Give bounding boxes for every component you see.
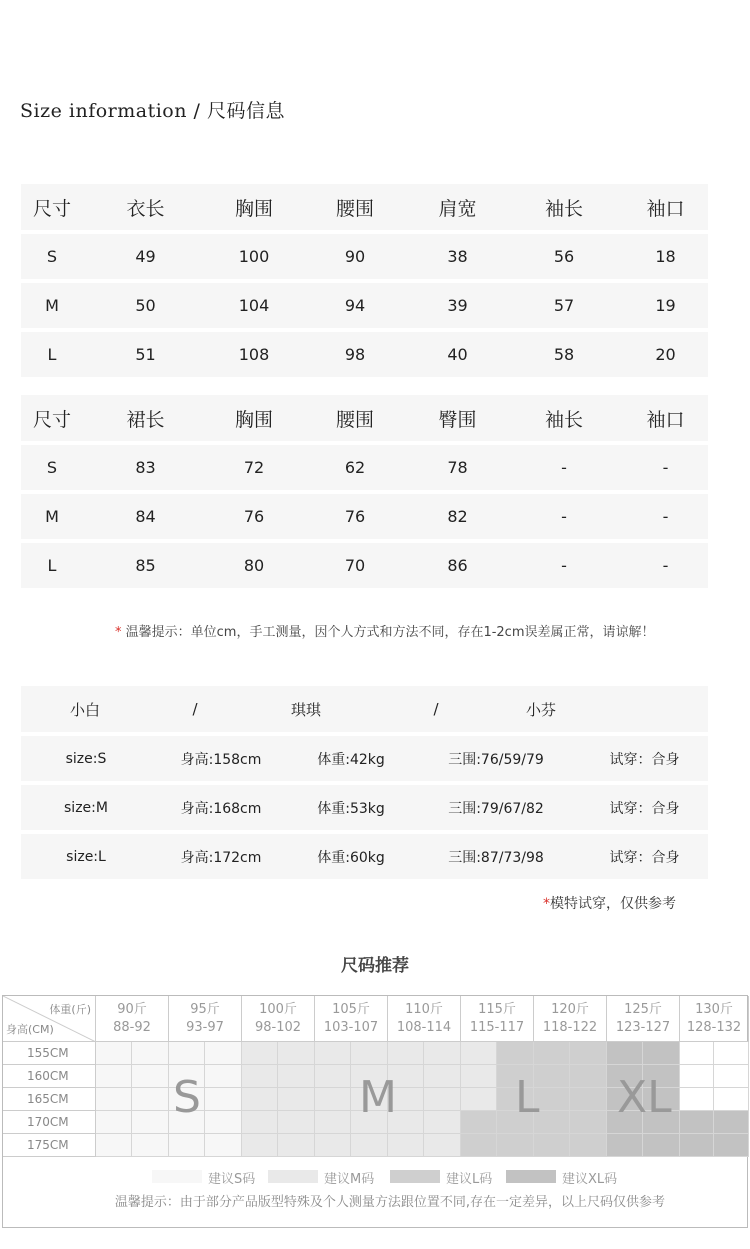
grid-cell bbox=[315, 1134, 351, 1157]
header-cell: 袖口 bbox=[646, 408, 685, 431]
model-weight: 体重:53kg bbox=[317, 800, 385, 817]
grid-cell bbox=[351, 1042, 388, 1065]
table-cell: 80 bbox=[243, 556, 265, 575]
table-cell: 83 bbox=[135, 458, 156, 477]
table-cell: M bbox=[45, 507, 59, 526]
table-cell: 50 bbox=[135, 296, 156, 315]
table-cell: - bbox=[662, 556, 669, 575]
header-cell: 腰围 bbox=[335, 408, 374, 431]
table-cell: 85 bbox=[135, 556, 156, 575]
header-cell: 胸围 bbox=[234, 197, 273, 220]
measure-note bbox=[115, 621, 655, 640]
grid-cell bbox=[96, 1134, 132, 1157]
table-cell: 76 bbox=[243, 507, 265, 526]
grid-corner bbox=[3, 996, 96, 1042]
size-zone-label: S bbox=[173, 1072, 201, 1123]
grid-cell bbox=[714, 1042, 749, 1065]
table-cell: 40 bbox=[447, 345, 468, 364]
grid-cell bbox=[351, 1134, 388, 1157]
recommend-note: 温馨提示：由于部分产品版型特殊及个人测量方法跟位置不同,存在一定差异，以上尺码仅供参考 bbox=[114, 1195, 666, 1210]
table-cell: 20 bbox=[655, 345, 676, 364]
table-cell: 82 bbox=[447, 507, 468, 526]
table-cell: 76 bbox=[344, 507, 366, 526]
table-row bbox=[21, 283, 708, 328]
weight-range: 123-127 bbox=[615, 1020, 671, 1035]
table-cell: S bbox=[46, 247, 58, 266]
grid-cell bbox=[461, 1088, 497, 1111]
model-name: 小白 bbox=[69, 700, 100, 719]
grid-cell bbox=[497, 1134, 534, 1157]
legend-swatch bbox=[506, 1170, 556, 1183]
legend-label: 建议S码 bbox=[208, 1172, 256, 1187]
table-cell: 18 bbox=[655, 247, 676, 266]
grid-cell bbox=[315, 1088, 351, 1111]
grid-cell bbox=[388, 1134, 424, 1157]
model-row bbox=[21, 834, 708, 879]
grid-cell bbox=[424, 1088, 461, 1111]
grid-cell bbox=[205, 1111, 242, 1134]
weight-jin: 100斤 bbox=[259, 1002, 297, 1017]
grid-cell bbox=[132, 1065, 169, 1088]
size-zone-label: L bbox=[515, 1072, 540, 1123]
table-cell: 84 bbox=[135, 507, 156, 526]
model-name: 琪琪 bbox=[290, 700, 321, 719]
weight-header bbox=[169, 996, 242, 1042]
weight-range: 108-114 bbox=[396, 1020, 452, 1035]
model-weight: 体重:60kg bbox=[317, 849, 385, 866]
table-cell: 108 bbox=[238, 345, 270, 364]
table-cell: 70 bbox=[344, 556, 366, 575]
heading-en: Size information bbox=[20, 100, 187, 122]
model-separator: / bbox=[433, 700, 439, 718]
table-row bbox=[21, 445, 708, 490]
weight-range: 115-117 bbox=[469, 1020, 525, 1035]
grid-cell bbox=[278, 1134, 315, 1157]
weight-jin: 115斤 bbox=[478, 1002, 516, 1017]
table-cell: - bbox=[662, 458, 669, 477]
table-cell: - bbox=[662, 507, 669, 526]
size-recommend-title: 尺码推荐 bbox=[341, 956, 409, 976]
grid-cell bbox=[643, 1042, 680, 1065]
grid-cell bbox=[278, 1111, 315, 1134]
table-header-row bbox=[21, 184, 708, 230]
grid-cell bbox=[607, 1134, 643, 1157]
grid-cell bbox=[242, 1111, 278, 1134]
weight-header bbox=[680, 996, 749, 1042]
heading-separator: / bbox=[187, 100, 207, 122]
header-cell: 袖长 bbox=[544, 408, 583, 431]
header-cell: 臀围 bbox=[438, 408, 477, 431]
model-note bbox=[543, 893, 676, 913]
grid-cell bbox=[461, 1111, 497, 1134]
note-star: * bbox=[115, 625, 122, 640]
weight-range: 98-102 bbox=[254, 1020, 302, 1035]
height-header: 160CM bbox=[3, 1065, 96, 1088]
grid-cell bbox=[424, 1042, 461, 1065]
grid-cell bbox=[461, 1134, 497, 1157]
weight-jin: 105斤 bbox=[332, 1002, 370, 1017]
weight-jin: 120斤 bbox=[551, 1002, 589, 1017]
table-cell: 78 bbox=[447, 458, 468, 477]
grid-cell bbox=[242, 1042, 278, 1065]
grid-cell bbox=[680, 1111, 714, 1134]
grid-cell bbox=[205, 1065, 242, 1088]
grid-cell bbox=[570, 1088, 607, 1111]
table-cell: 98 bbox=[344, 345, 366, 364]
table-cell: - bbox=[561, 556, 567, 575]
height-header: 165CM bbox=[3, 1088, 96, 1111]
weight-jin: 110斤 bbox=[405, 1002, 443, 1017]
header-cell: 肩宽 bbox=[438, 197, 477, 220]
grid-cell bbox=[424, 1065, 461, 1088]
grid-cell bbox=[205, 1088, 242, 1111]
table-cell: 51 bbox=[135, 345, 156, 364]
height-header: 175CM bbox=[3, 1134, 96, 1157]
grid-cell bbox=[96, 1065, 132, 1088]
grid-cell bbox=[278, 1065, 315, 1088]
grid-cell bbox=[242, 1065, 278, 1088]
table-cell: 19 bbox=[655, 296, 676, 315]
corner-height-label: 身高(CM) bbox=[6, 1023, 54, 1036]
model-fit: 试穿：合身 bbox=[609, 849, 680, 866]
grid-cell bbox=[169, 1042, 205, 1065]
grid-cell bbox=[570, 1065, 607, 1088]
grid-cell bbox=[96, 1042, 132, 1065]
size-table-top bbox=[21, 184, 708, 377]
model-table bbox=[21, 686, 708, 883]
grid-cell bbox=[714, 1134, 749, 1157]
weight-range: 93-97 bbox=[186, 1020, 224, 1035]
weight-header bbox=[534, 996, 607, 1042]
height-header: 155CM bbox=[3, 1042, 96, 1065]
weight-header bbox=[461, 996, 534, 1042]
grid-cell bbox=[714, 1111, 749, 1134]
grid-cell bbox=[205, 1134, 242, 1157]
grid-cell bbox=[534, 1134, 570, 1157]
model-row bbox=[21, 785, 708, 830]
grid-cell bbox=[461, 1042, 497, 1065]
model-name: 小芬 bbox=[525, 700, 556, 719]
table-cell: 72 bbox=[243, 458, 265, 477]
legend-swatch bbox=[268, 1170, 318, 1183]
table-cell: 58 bbox=[553, 345, 575, 364]
weight-jin: 90斤 bbox=[117, 1002, 147, 1017]
table-cell: - bbox=[561, 458, 567, 477]
model-height: 身高:168cm bbox=[180, 800, 262, 817]
model-fit: 试穿：合身 bbox=[609, 751, 680, 768]
header-cell: 袖口 bbox=[646, 197, 685, 220]
weight-range: 103-107 bbox=[323, 1020, 379, 1035]
model-measurements: 三围:87/73/98 bbox=[448, 849, 544, 866]
legend-swatch bbox=[152, 1170, 202, 1183]
height-header: 170CM bbox=[3, 1111, 96, 1134]
table-cell: S bbox=[46, 458, 58, 477]
table-cell: 49 bbox=[135, 247, 156, 266]
grid-cell bbox=[278, 1088, 315, 1111]
table-cell: L bbox=[47, 345, 57, 364]
model-measurements: 三围:79/67/82 bbox=[448, 800, 544, 817]
grid-cell bbox=[96, 1088, 132, 1111]
corner-weight-label: 体重(斤) bbox=[49, 1003, 91, 1016]
grid-cell bbox=[205, 1042, 242, 1065]
weight-range: 128-132 bbox=[686, 1020, 742, 1035]
grid-cell bbox=[714, 1065, 749, 1088]
table-row bbox=[21, 494, 708, 539]
grid-cell bbox=[424, 1111, 461, 1134]
grid-cell bbox=[680, 1134, 714, 1157]
grid-cell bbox=[315, 1111, 351, 1134]
grid-cell bbox=[461, 1065, 497, 1088]
table-cell: 104 bbox=[238, 296, 270, 315]
grid-cell bbox=[388, 1042, 424, 1065]
size-info-heading bbox=[20, 96, 285, 123]
table-cell: M bbox=[45, 296, 59, 315]
note-text: 温馨提示：单位cm，手工测量，因个人方式和方法不同，存在1-2cm误差属正常，请谅解！ bbox=[121, 625, 655, 640]
weight-header bbox=[315, 996, 388, 1042]
model-size: size:M bbox=[64, 799, 108, 816]
model-fit: 试穿：合身 bbox=[609, 800, 680, 817]
grid-cell bbox=[169, 1134, 205, 1157]
model-names-row bbox=[21, 686, 708, 732]
table-cell: 57 bbox=[553, 296, 575, 315]
table-cell: 90 bbox=[344, 247, 366, 266]
table-row bbox=[21, 234, 708, 279]
weight-jin: 95斤 bbox=[190, 1002, 220, 1017]
weight-header bbox=[242, 996, 315, 1042]
weight-jin: 130斤 bbox=[695, 1002, 733, 1017]
model-height: 身高:158cm bbox=[180, 751, 262, 768]
table-row bbox=[21, 332, 708, 377]
size-zone-label: XL bbox=[617, 1072, 672, 1123]
heading-zh: 尺码信息 bbox=[206, 100, 285, 122]
table-cell: L bbox=[47, 556, 57, 575]
legend-label: 建议XL码 bbox=[562, 1172, 618, 1187]
weight-header bbox=[96, 996, 169, 1042]
table-cell: 38 bbox=[447, 247, 468, 266]
grid-cell bbox=[570, 1111, 607, 1134]
grid-cell bbox=[132, 1088, 169, 1111]
note-text: 模特试穿，仅供参考 bbox=[550, 896, 676, 912]
model-separator: / bbox=[192, 700, 198, 718]
model-weight: 体重:42kg bbox=[317, 751, 385, 768]
grid-cell bbox=[714, 1088, 749, 1111]
weight-header bbox=[607, 996, 680, 1042]
grid-cell bbox=[242, 1088, 278, 1111]
table-cell: 56 bbox=[553, 247, 575, 266]
grid-cell bbox=[534, 1042, 570, 1065]
grid-cell bbox=[132, 1134, 169, 1157]
model-row bbox=[21, 736, 708, 781]
table-cell: 100 bbox=[238, 247, 270, 266]
grid-cell bbox=[570, 1134, 607, 1157]
table-cell: 86 bbox=[447, 556, 468, 575]
table-row bbox=[21, 543, 708, 588]
size-legend bbox=[0, 1168, 750, 1188]
grid-cell bbox=[315, 1065, 351, 1088]
weight-header bbox=[388, 996, 461, 1042]
model-size: size:L bbox=[66, 848, 106, 865]
note-star: * bbox=[543, 896, 550, 912]
grid-cell bbox=[497, 1042, 534, 1065]
header-cell: 裙长 bbox=[126, 408, 165, 431]
model-measurements: 三围:76/59/79 bbox=[448, 751, 544, 768]
weight-jin: 125斤 bbox=[624, 1002, 662, 1017]
grid-cell bbox=[607, 1042, 643, 1065]
model-size: size:S bbox=[65, 750, 107, 767]
legend-swatch bbox=[390, 1170, 440, 1183]
weight-range: 88-92 bbox=[113, 1020, 151, 1035]
header-cell: 尺寸 bbox=[32, 197, 71, 220]
grid-cell bbox=[132, 1111, 169, 1134]
grid-cell bbox=[315, 1042, 351, 1065]
header-cell: 衣长 bbox=[126, 197, 165, 220]
grid-cell bbox=[680, 1065, 714, 1088]
grid-cell bbox=[424, 1134, 461, 1157]
table-header-row bbox=[21, 395, 708, 441]
legend-label: 建议M码 bbox=[324, 1172, 375, 1187]
grid-cell bbox=[278, 1042, 315, 1065]
size-zone-label: M bbox=[359, 1072, 397, 1123]
table-cell: - bbox=[561, 507, 567, 526]
header-cell: 腰围 bbox=[335, 197, 374, 220]
grid-cell bbox=[96, 1111, 132, 1134]
table-cell: 39 bbox=[447, 296, 468, 315]
model-height: 身高:172cm bbox=[180, 849, 262, 866]
weight-range: 118-122 bbox=[542, 1020, 598, 1035]
grid-cell bbox=[242, 1134, 278, 1157]
grid-cell bbox=[570, 1042, 607, 1065]
header-cell: 袖长 bbox=[544, 197, 583, 220]
size-table-bottom bbox=[21, 395, 708, 588]
grid-cell bbox=[680, 1088, 714, 1111]
grid-cell bbox=[680, 1042, 714, 1065]
table-cell: 62 bbox=[344, 458, 366, 477]
table-cell: 94 bbox=[344, 296, 366, 315]
legend-label: 建议L码 bbox=[446, 1172, 493, 1187]
grid-cell bbox=[643, 1134, 680, 1157]
grid-cell bbox=[132, 1042, 169, 1065]
header-cell: 尺寸 bbox=[32, 408, 71, 431]
header-cell: 胸围 bbox=[234, 408, 273, 431]
